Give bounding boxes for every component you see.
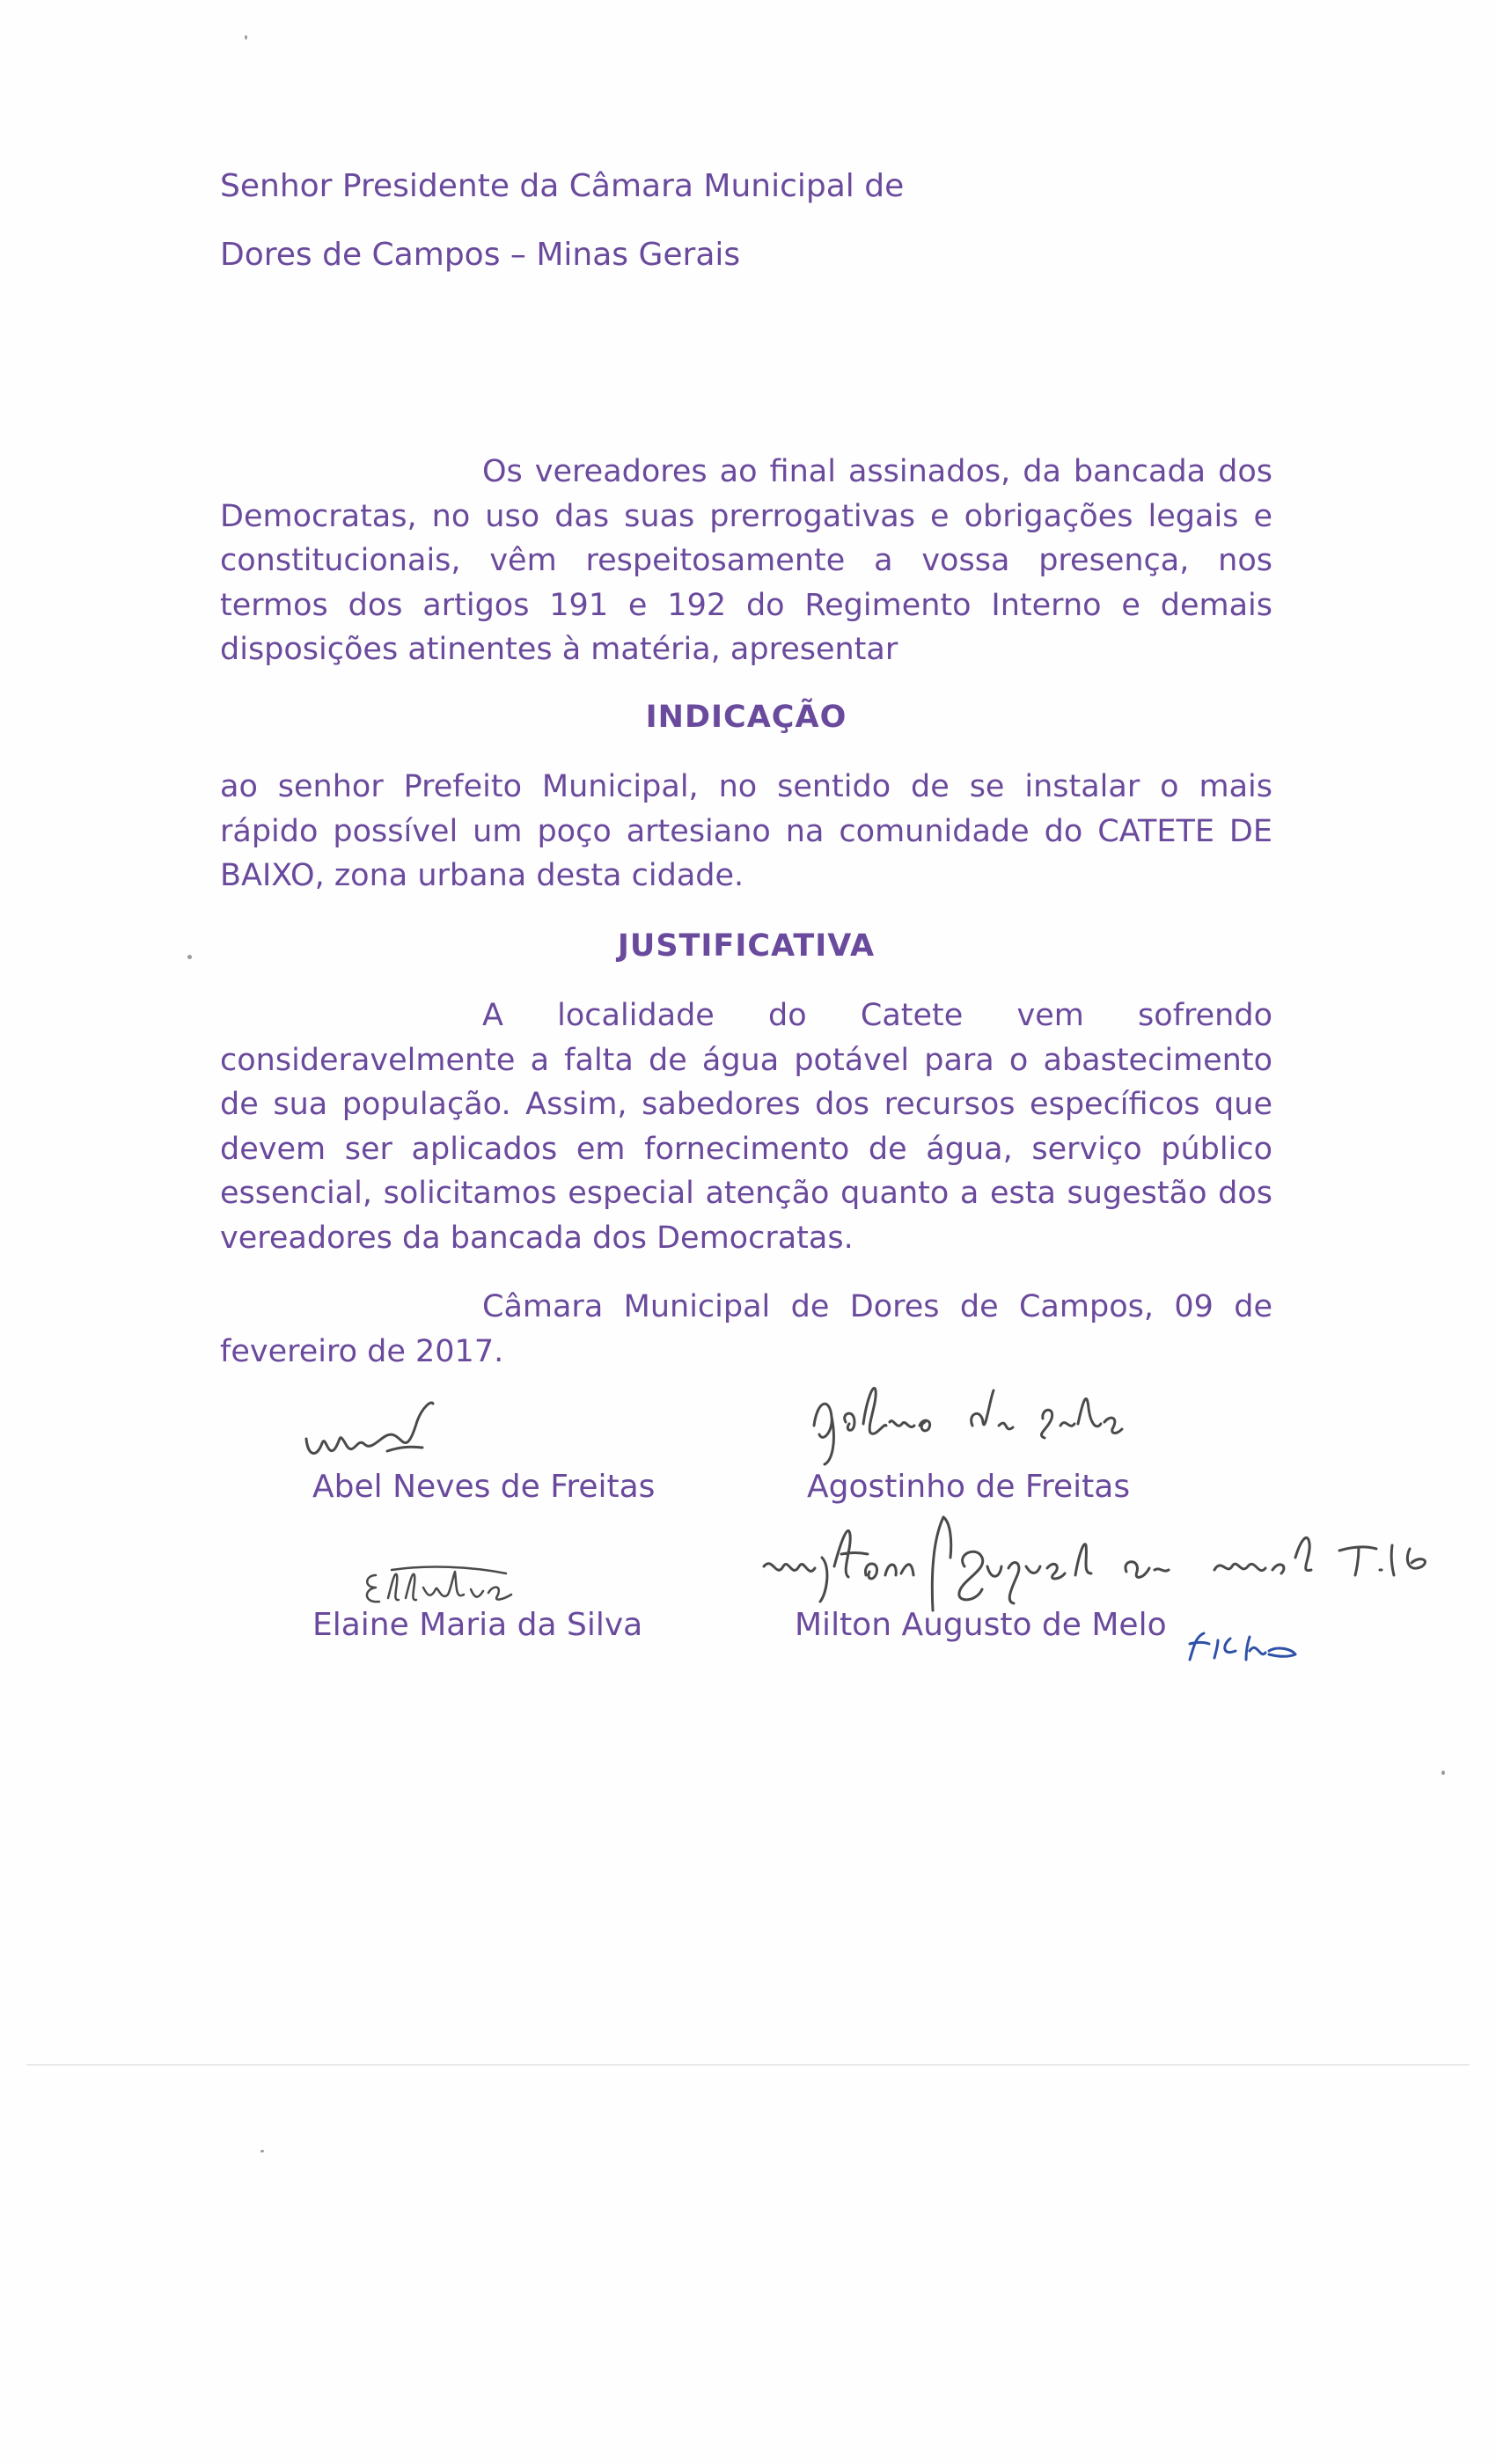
scan-speck (187, 955, 192, 959)
indicacao-block (220, 765, 1272, 898)
signature-abel (299, 1395, 449, 1474)
signature-agostinho (805, 1373, 1184, 1470)
intro-block (220, 450, 1272, 672)
intro-paragraph: Os vereadores ao final assinados, da bancada dos Democratas, no uso das suas prerrogativas e obrigações legais e constitucionais, vêm respeitosamente a vossa presença, nos termos dos artigos 191 e 192 do Regimento Interno e demais disposições atinentes à matéria, apresentar (220, 454, 1272, 667)
closing-date: Câmara Municipal de Dores de Campos, 09 de fevereiro de 2017. (220, 1289, 1272, 1369)
signer-name-4: Milton Augusto de Melo (795, 1607, 1167, 1643)
addressee-line-2: Dores de Campos – Minas Gerais (220, 237, 741, 273)
signer-name-3: Elaine Maria da Silva (312, 1607, 643, 1643)
signer-name-1: Abel Neves de Freitas (312, 1469, 656, 1505)
signer-name-2: Agostinho de Freitas (807, 1469, 1131, 1505)
scan-speck (260, 2150, 264, 2152)
justificativa-paragraph: A localidade do Catete vem sofrendo consideravelmente a falta de água potável para o abastecimento de sua população. Assim, sabedores dos recursos específicos que devem ser aplicados em fornecimento de água, serviço público essencial, solicitamos especial atenção quanto a esta sugestão dos vereadores da bancada dos Democratas. (220, 998, 1272, 1256)
closing-block (220, 1285, 1272, 1374)
justificativa-block (220, 994, 1272, 1260)
scan-speck (1441, 1771, 1445, 1775)
signature-milton (757, 1505, 1443, 1619)
addressee-line-1: Senhor Presidente da Câmara Municipal de (220, 168, 905, 204)
scan-fold-line (26, 2064, 1470, 2065)
indicacao-heading: INDICAÇÃO (645, 700, 847, 735)
initials-milton (1181, 1624, 1304, 1668)
justificativa-heading: JUSTIFICATIVA (617, 928, 876, 964)
indicacao-paragraph: ao senhor Prefeito Municipal, no sentido de se instalar o mais rápido possível um poço artesiano na comunidade do CATETE DE BAIXO, zona urbana desta cidade. (220, 769, 1272, 893)
scan-speck (245, 35, 247, 40)
